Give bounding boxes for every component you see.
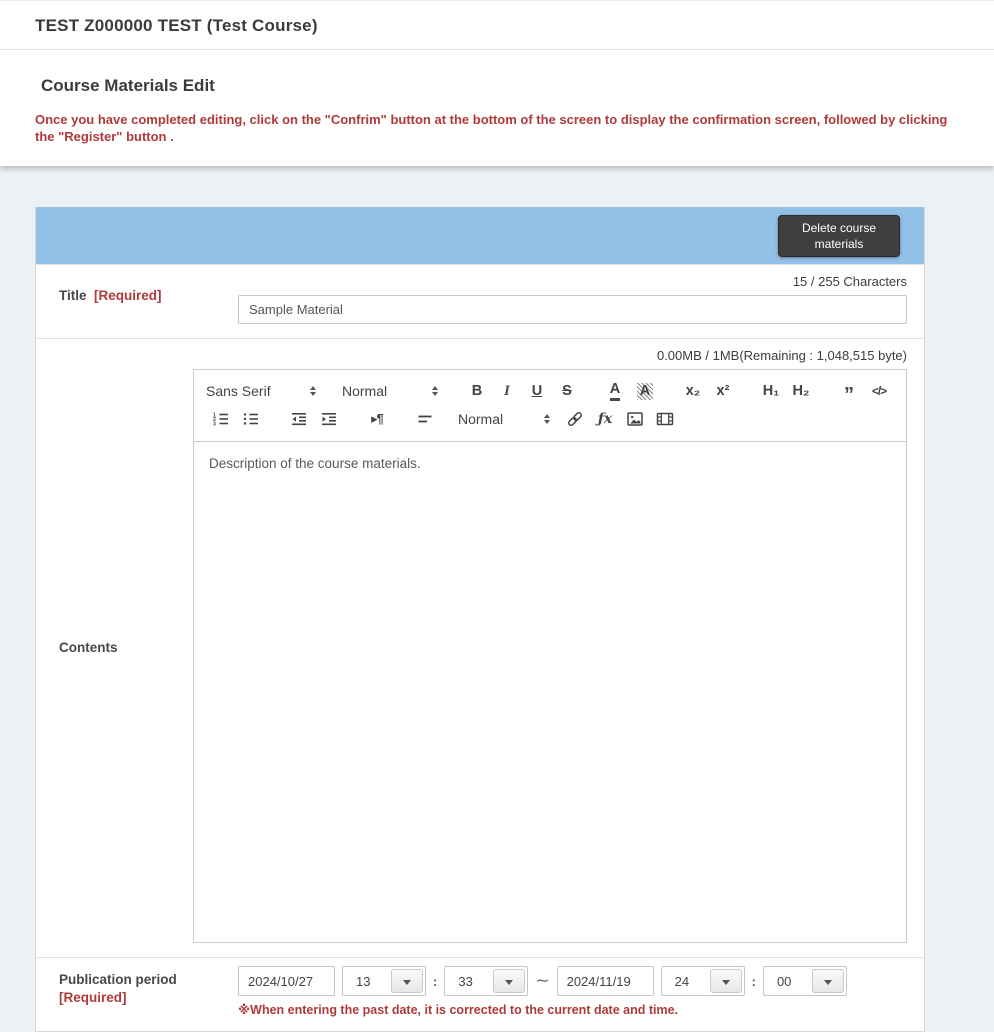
start-minute-combo <box>444 966 528 996</box>
font-picker-label: Sans Serif <box>206 383 271 400</box>
caret-down-icon <box>505 980 513 985</box>
code-block-button[interactable] <box>867 379 891 403</box>
title-content <box>238 265 924 338</box>
start-hour-input[interactable] <box>343 967 389 995</box>
editor-content-area[interactable] <box>194 442 906 942</box>
superscript-icon: x² <box>716 383 730 400</box>
end-hour-spinner-button[interactable] <box>710 969 742 993</box>
title-label <box>36 265 238 338</box>
end-date-input[interactable] <box>557 966 654 996</box>
header1-button[interactable] <box>759 379 783 403</box>
editor-toolbar <box>194 370 906 442</box>
size-picker-label: Normal <box>458 411 504 428</box>
title-required-tag: [Required] <box>94 288 162 304</box>
svg-text:1: 1 <box>213 412 216 419</box>
caret-down-icon <box>824 980 832 985</box>
heading-picker-label: Normal <box>342 383 388 400</box>
title-label-text: Title <box>59 288 87 304</box>
underline-icon: U <box>531 383 543 400</box>
bold-button[interactable] <box>465 379 489 403</box>
course-title: TEST Z000000 TEST (Test Course) <box>35 16 318 35</box>
code-block-icon: </> <box>871 384 887 399</box>
formula-button[interactable] <box>593 407 617 431</box>
header2-button[interactable] <box>789 379 813 403</box>
page-background-gap <box>0 166 994 207</box>
indent-icon <box>320 410 338 428</box>
publication-required-tag: [Required] <box>59 990 127 1006</box>
bullet-list-button[interactable] <box>239 407 263 431</box>
blockquote-icon: ” <box>844 384 854 407</box>
align-icon <box>416 410 434 428</box>
publication-period-note: ※When entering the past date, it is corrected to the current date and time. <box>238 1003 679 1018</box>
page-title: Course Materials Edit <box>41 76 215 95</box>
bold-icon: B <box>471 383 483 400</box>
title-input[interactable] <box>238 295 907 324</box>
page-header-card <box>0 0 994 166</box>
formula-icon: ƒx <box>597 411 613 428</box>
heading-picker[interactable] <box>342 383 438 399</box>
caret-down-icon <box>403 980 411 985</box>
page-intro-section <box>0 50 994 166</box>
publication-period-label <box>36 958 238 1031</box>
background-color-icon: A <box>637 383 653 400</box>
course-materials-form <box>35 207 925 1032</box>
link-icon <box>566 410 584 428</box>
updown-arrows-icon <box>310 386 316 396</box>
contents-row <box>36 338 924 957</box>
start-hour-spinner-button[interactable] <box>391 969 423 993</box>
publication-period-content <box>238 958 924 1031</box>
background-color-button[interactable] <box>633 379 657 403</box>
align-button[interactable] <box>413 407 437 431</box>
ordered-list-icon <box>212 410 230 428</box>
updown-arrows-icon <box>544 414 550 424</box>
header1-icon: H₁ <box>762 383 780 400</box>
contents-label-text: Contents <box>59 640 118 656</box>
instruction-text: Once you have completed editing, click on the "Confrim" button at the bottom of the screen to display the confirmation screen, followed by clicking the "Register" button . <box>35 112 948 144</box>
toolbar-row-2 <box>206 406 894 432</box>
header2-icon: H₂ <box>792 383 810 400</box>
start-hour-combo <box>342 966 426 996</box>
form-header-bar <box>36 207 924 264</box>
outdent-icon <box>290 410 308 428</box>
caret-down-icon <box>722 980 730 985</box>
outdent-button[interactable] <box>287 407 311 431</box>
strikethrough-icon: S <box>562 383 572 400</box>
video-icon <box>656 410 674 428</box>
italic-icon: I <box>504 382 510 399</box>
start-date-input[interactable] <box>238 966 335 996</box>
title-row <box>36 264 924 338</box>
start-minute-spinner-button[interactable] <box>493 969 525 993</box>
ordered-list-button[interactable] <box>209 407 233 431</box>
image-icon <box>626 410 644 428</box>
insert-video-button[interactable] <box>653 407 677 431</box>
contents-content <box>193 339 924 957</box>
underline-button[interactable] <box>525 379 549 403</box>
text-color-icon: A <box>610 382 620 401</box>
font-picker[interactable] <box>206 383 316 399</box>
course-title-bar <box>0 1 994 50</box>
end-minute-input[interactable] <box>764 967 810 995</box>
text-color-button[interactable] <box>603 379 627 403</box>
updown-arrows-icon <box>432 386 438 396</box>
text-direction-button[interactable] <box>365 407 389 431</box>
subscript-icon: x₂ <box>685 383 701 400</box>
contents-size-counter: 0.00MB / 1MB(Remaining : 1,048,515 byte) <box>656 348 907 364</box>
range-separator: ∼ <box>535 971 550 991</box>
end-hour-combo <box>661 966 745 996</box>
end-minute-combo <box>763 966 847 996</box>
end-hour-input[interactable] <box>662 967 708 995</box>
publication-period-row <box>36 957 924 1031</box>
rich-text-editor <box>193 369 907 943</box>
title-char-counter: 15 / 255 Characters <box>792 274 907 290</box>
insert-image-button[interactable] <box>623 407 647 431</box>
link-button[interactable] <box>563 407 587 431</box>
publication-period-controls <box>238 966 907 996</box>
svg-text:2: 2 <box>213 417 216 424</box>
size-picker[interactable] <box>458 411 550 427</box>
svg-text:3: 3 <box>213 421 216 428</box>
superscript-button[interactable] <box>711 379 735 403</box>
indent-button[interactable] <box>317 407 341 431</box>
start-time-colon: : <box>433 973 438 989</box>
start-minute-input[interactable] <box>445 967 491 995</box>
end-minute-spinner-button[interactable] <box>812 969 844 993</box>
delete-course-materials-button[interactable]: Delete course materials <box>778 215 900 257</box>
bullet-list-icon <box>242 410 260 428</box>
strikethrough-button[interactable] <box>555 379 579 403</box>
contents-label <box>36 339 193 957</box>
text-direction-icon: ▸¶ <box>371 411 383 427</box>
italic-button[interactable] <box>495 379 519 403</box>
blockquote-button[interactable] <box>837 379 861 407</box>
toolbar-row-1 <box>206 378 894 407</box>
publication-period-label-text: Publication period <box>59 972 177 988</box>
end-time-colon: : <box>751 973 756 989</box>
subscript-button[interactable] <box>681 379 705 403</box>
editor-text: Description of the course materials. <box>209 456 421 472</box>
